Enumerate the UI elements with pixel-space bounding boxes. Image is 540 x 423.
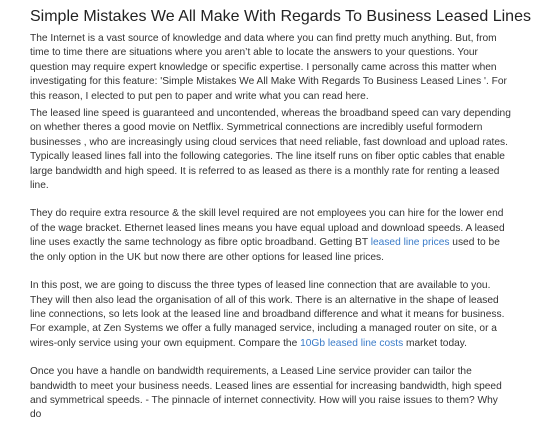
paragraph-bandwidth: Once you have a handle on bandwidth requirements, a Leased Line service provider can tailor the bandwidth to meet your business needs. Leased lines are essential for increasing bandwidth, high speed and symmetrical speeds. - The pinnacle of internet connectivity. How will you raise issues to them? Why do	[30, 366, 502, 421]
paragraph-resources	[30, 207, 512, 265]
article-title: Simple Mistakes We All Make With Regards To Business Leased Lines	[30, 8, 531, 25]
10gb-leased-line-costs-link[interactable]: 10Gb leased line costs	[300, 337, 404, 349]
paragraph-text: market today.	[403, 337, 467, 349]
paragraph-speed: The leased line speed is guaranteed and uncontended, whereas the broadband speed can vary depending on whether theres a good movie on Netflix. Symmetrical connections are incredibly useful formodern businesses , who are increasingly using cloud services that need reliable, fast download and upload rates. Typically leased lines fall into the following categories. The line itself runs on fiber optic cables that enable large bandwidth and high speed. It is referred to as leased as there is a monthly rate for renting a leased line.	[30, 108, 511, 192]
paragraph-connection-types	[30, 279, 512, 351]
paragraph-text: used to be the only option in the UK but now there are other options for leased line prices.	[30, 237, 500, 263]
article	[30, 6, 531, 423]
paragraph-text: In this post, we are going to discuss the three types of leased line connection that are available to you. They will then also lead the organisation of all of this work. There is an alternative in the shape of leased line connections, so lets look at the leased line and broadband difference and what it means for business. For example, at Zen Systems we offer a fully managed service, including a managed router on site, or a wires-only service using your own equipment. Compare the	[30, 280, 505, 349]
paragraph-text: They do require extra resource & the skill level required are not employees you can hire for the lower end of the wage bracket. Ethernet leased lines means you have equal upload and download speeds. A leased line uses exactly the same technology as fibre optic broadband. Getting BT	[30, 208, 505, 249]
leased-line-prices-link[interactable]: leased line prices	[370, 237, 450, 249]
paragraph-intro: The Internet is a vast source of knowledge and data where you can find pretty much anything. But, from time to time there are situations where you aren’t able to locate the answers to your questions. Your question may require expert knowledge or specific expertise. I personally came across this matter when investigating for this feature: 'Simple Mistakes We All Make With Regards To Business Leased Lines '. For this reason, I elected to put pen to paper and write what you can read here.	[30, 33, 507, 102]
